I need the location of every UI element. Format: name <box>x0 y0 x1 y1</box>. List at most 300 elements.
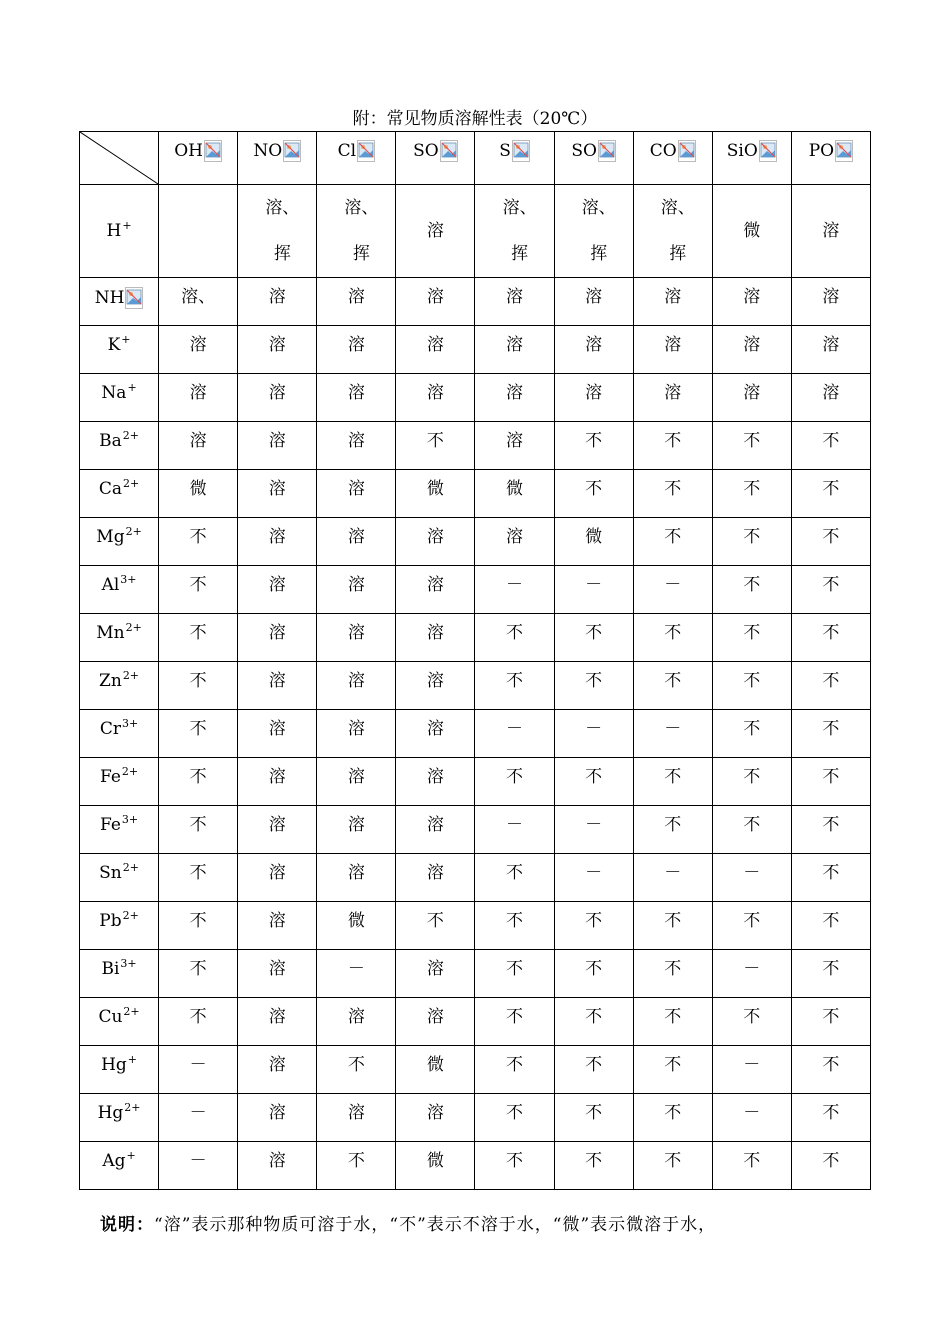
cation-label: Bi <box>101 959 120 979</box>
solubility-cell <box>475 662 554 710</box>
solubility-cell <box>554 662 633 710</box>
solubility-value: 不 <box>822 1103 840 1123</box>
cation-charge: 3+ <box>120 957 137 970</box>
solubility-cell <box>396 710 475 758</box>
solubility-cell <box>791 662 870 710</box>
solubility-value: 不 <box>189 1007 207 1027</box>
solubility-value: 不 <box>347 1055 365 1075</box>
solubility-cell <box>554 710 633 758</box>
cation-header <box>80 950 159 998</box>
solubility-value: 溶 <box>189 383 207 403</box>
solubility-value: 溶 <box>426 383 444 403</box>
solubility-cell <box>159 662 238 710</box>
solubility-cell <box>396 998 475 1046</box>
solubility-cell <box>475 566 554 614</box>
solubility-cell <box>159 1094 238 1142</box>
solubility-value: 溶 <box>347 719 365 739</box>
solubility-cell <box>396 326 475 374</box>
solubility-value: 溶、挥 <box>265 198 300 264</box>
solubility-cell <box>554 950 633 998</box>
cation-label: Sn <box>99 863 122 883</box>
solubility-cell <box>554 614 633 662</box>
solubility-value: － <box>664 863 682 883</box>
solubility-value: － <box>189 1151 207 1171</box>
solubility-cell <box>159 710 238 758</box>
cation-header <box>80 185 159 278</box>
anion-header <box>396 132 475 185</box>
solubility-cell <box>238 614 317 662</box>
solubility-cell <box>238 1142 317 1190</box>
solubility-value: 不 <box>189 527 207 547</box>
cation-charge: 3+ <box>121 813 139 826</box>
solubility-value: 溶、挥 <box>344 198 379 264</box>
solubility-value: 不 <box>506 863 524 883</box>
solubility-value: 溶 <box>822 221 840 241</box>
cation-label: Ca <box>98 479 123 499</box>
anion-label: Cl <box>337 141 357 161</box>
solubility-value: 溶 <box>347 335 365 355</box>
solubility-cell <box>317 1094 396 1142</box>
solubility-value: 不 <box>822 671 840 691</box>
solubility-cell <box>633 758 712 806</box>
cation-charge: 3+ <box>120 573 137 586</box>
solubility-cell <box>159 422 238 470</box>
cation-header <box>80 326 159 374</box>
solubility-value: 溶 <box>268 575 286 595</box>
solubility-value: 溶 <box>347 527 365 547</box>
solubility-cell <box>238 374 317 422</box>
solubility-value: 不 <box>664 479 682 499</box>
cation-header <box>80 374 159 422</box>
solubility-cell <box>633 374 712 422</box>
solubility-cell <box>396 185 475 278</box>
page-title: 附：常见物质溶解性表（20℃） <box>352 109 598 129</box>
solubility-cell <box>317 710 396 758</box>
solubility-value: 溶 <box>347 287 365 307</box>
solubility-cell <box>159 374 238 422</box>
cation-header <box>80 1142 159 1190</box>
solubility-value: 不 <box>664 767 682 787</box>
solubility-value: 溶 <box>189 431 207 451</box>
solubility-cell <box>475 422 554 470</box>
solubility-value: 溶 <box>426 221 444 241</box>
solubility-value: 不 <box>822 1055 840 1075</box>
solubility-cell <box>554 806 633 854</box>
solubility-value: － <box>506 815 524 835</box>
solubility-value: － <box>743 863 761 883</box>
solubility-cell <box>554 518 633 566</box>
solubility-value: 溶 <box>268 911 286 931</box>
solubility-cell <box>475 998 554 1046</box>
solubility-cell <box>554 470 633 518</box>
solubility-value: 溶 <box>822 335 840 355</box>
cation-charge: 2+ <box>124 1101 141 1114</box>
solubility-value: 溶 <box>347 1007 365 1027</box>
solubility-value: 不 <box>506 767 524 787</box>
solubility-value: 溶 <box>268 815 286 835</box>
solubility-cell <box>317 1046 396 1094</box>
cation-label: Ag <box>102 1151 126 1171</box>
solubility-value: 不 <box>506 959 524 979</box>
solubility-value: 不 <box>585 959 603 979</box>
solubility-value: 溶 <box>426 527 444 547</box>
solubility-value: 不 <box>743 527 761 547</box>
table-row <box>80 326 871 374</box>
solubility-value: 不 <box>585 1103 603 1123</box>
cation-charge: + <box>121 333 131 346</box>
cation-label: Hg <box>97 1103 124 1123</box>
solubility-value: 溶 <box>347 575 365 595</box>
solubility-cell <box>712 854 791 902</box>
solubility-value: 溶 <box>506 431 524 451</box>
solubility-cell <box>475 902 554 950</box>
anion-label: SiO <box>726 141 758 161</box>
broken-image-icon <box>759 140 777 160</box>
solubility-value: － <box>585 575 603 595</box>
solubility-cell <box>238 326 317 374</box>
solubility-cell <box>159 902 238 950</box>
solubility-value: 不 <box>426 431 444 451</box>
solubility-cell <box>554 422 633 470</box>
cation-charge: 2+ <box>125 621 142 634</box>
solubility-cell <box>238 806 317 854</box>
solubility-cell <box>633 998 712 1046</box>
note-text: “溶”表示那种物质可溶于水，“不”表示不溶于水，“微”表示微溶于水， <box>154 1215 717 1235</box>
solubility-cell <box>238 662 317 710</box>
table-row <box>80 1094 871 1142</box>
solubility-value: 溶、 <box>181 287 216 307</box>
solubility-value: － <box>743 1055 761 1075</box>
solubility-cell <box>238 278 317 326</box>
cation-charge: + <box>127 381 137 394</box>
broken-image-icon <box>512 140 530 160</box>
solubility-cell <box>554 758 633 806</box>
solubility-value: 不 <box>822 431 840 451</box>
solubility-value: 溶 <box>189 335 207 355</box>
solubility-value: 溶 <box>664 287 682 307</box>
solubility-cell <box>633 950 712 998</box>
solubility-cell <box>238 854 317 902</box>
table-row <box>80 278 871 326</box>
solubility-value: 不 <box>506 671 524 691</box>
cation-header <box>80 422 159 470</box>
table-row <box>80 614 871 662</box>
solubility-value: 溶 <box>822 287 840 307</box>
solubility-cell <box>396 902 475 950</box>
solubility-cell <box>712 662 791 710</box>
solubility-value: 不 <box>822 479 840 499</box>
cation-charge: + <box>122 219 132 232</box>
solubility-value: 微 <box>585 527 603 547</box>
solubility-cell <box>159 1046 238 1094</box>
solubility-cell <box>554 1094 633 1142</box>
table-row <box>80 854 871 902</box>
cation-label: Cr <box>99 719 121 739</box>
solubility-cell <box>791 422 870 470</box>
solubility-cell <box>475 1094 554 1142</box>
cation-header <box>80 854 159 902</box>
solubility-cell <box>475 278 554 326</box>
solubility-value: 溶 <box>426 623 444 643</box>
solubility-cell <box>317 662 396 710</box>
solubility-cell <box>475 806 554 854</box>
solubility-cell <box>238 470 317 518</box>
solubility-cell <box>791 518 870 566</box>
solubility-cell <box>475 614 554 662</box>
cation-header <box>80 614 159 662</box>
solubility-value: 不 <box>585 1151 603 1171</box>
table-row <box>80 566 871 614</box>
solubility-value: 溶 <box>506 287 524 307</box>
cation-header <box>80 1046 159 1094</box>
solubility-value: 溶 <box>347 383 365 403</box>
cation-label: Fe <box>99 815 121 835</box>
solubility-value: 溶 <box>426 719 444 739</box>
solubility-value: 溶 <box>268 959 286 979</box>
solubility-value: 微 <box>189 479 207 499</box>
solubility-cell <box>554 326 633 374</box>
cation-charge: 2+ <box>122 861 139 874</box>
solubility-value: 不 <box>664 623 682 643</box>
solubility-value: 溶 <box>268 719 286 739</box>
table-row <box>80 374 871 422</box>
table-row <box>80 185 871 278</box>
note <box>100 1210 880 1235</box>
solubility-cell <box>712 758 791 806</box>
solubility-cell <box>159 185 238 278</box>
anion-header <box>712 132 791 185</box>
solubility-value: 不 <box>585 1055 603 1075</box>
solubility-value: 不 <box>743 431 761 451</box>
solubility-cell <box>238 998 317 1046</box>
cation-header <box>80 806 159 854</box>
solubility-value: 微 <box>426 1055 444 1075</box>
table-row <box>80 950 871 998</box>
solubility-value: 不 <box>822 623 840 643</box>
solubility-value: 溶 <box>268 1055 286 1075</box>
anion-label: SO <box>413 141 439 161</box>
solubility-cell <box>554 1046 633 1094</box>
solubility-cell <box>633 1046 712 1094</box>
solubility-cell <box>396 374 475 422</box>
solubility-cell <box>633 566 712 614</box>
solubility-cell <box>475 326 554 374</box>
anion-label: NO <box>253 141 283 161</box>
solubility-cell <box>712 614 791 662</box>
solubility-value: 溶 <box>664 383 682 403</box>
solubility-cell <box>712 185 791 278</box>
broken-image-icon <box>204 140 222 160</box>
solubility-value: 不 <box>822 1007 840 1027</box>
solubility-cell <box>238 758 317 806</box>
cation-header <box>80 518 159 566</box>
solubility-cell <box>317 806 396 854</box>
solubility-cell <box>159 614 238 662</box>
solubility-value: 溶 <box>268 1151 286 1171</box>
solubility-cell <box>554 1142 633 1190</box>
solubility-value: 不 <box>585 479 603 499</box>
solubility-value: － <box>664 719 682 739</box>
cation-header <box>80 758 159 806</box>
solubility-cell <box>159 998 238 1046</box>
solubility-value: 溶 <box>268 1007 286 1027</box>
solubility-cell <box>554 998 633 1046</box>
solubility-cell <box>159 326 238 374</box>
table-row <box>80 1142 871 1190</box>
solubility-value: 不 <box>664 959 682 979</box>
solubility-cell <box>791 470 870 518</box>
solubility-value: 不 <box>664 815 682 835</box>
solubility-value: 不 <box>743 815 761 835</box>
solubility-cell <box>712 278 791 326</box>
cation-label: Ba <box>99 431 122 451</box>
solubility-cell <box>554 566 633 614</box>
solubility-cell <box>396 518 475 566</box>
table-row <box>80 518 871 566</box>
solubility-value: 不 <box>822 815 840 835</box>
solubility-cell <box>396 806 475 854</box>
solubility-cell <box>712 470 791 518</box>
solubility-cell <box>475 758 554 806</box>
solubility-cell <box>475 950 554 998</box>
cation-label: Zn <box>99 671 122 691</box>
solubility-value: 溶 <box>585 287 603 307</box>
solubility-cell <box>712 1094 791 1142</box>
solubility-value: 不 <box>506 623 524 643</box>
solubility-value: 溶 <box>268 623 286 643</box>
solubility-value: 不 <box>506 1007 524 1027</box>
solubility-value: 不 <box>743 1007 761 1027</box>
solubility-cell <box>712 518 791 566</box>
solubility-cell <box>712 710 791 758</box>
solubility-value: 溶、挥 <box>660 198 695 264</box>
solubility-value: － <box>743 1103 761 1123</box>
solubility-value: 不 <box>743 575 761 595</box>
solubility-value: 溶 <box>268 335 286 355</box>
solubility-cell <box>159 854 238 902</box>
solubility-value: 不 <box>189 767 207 787</box>
solubility-cell <box>633 902 712 950</box>
solubility-value: 溶 <box>426 287 444 307</box>
solubility-cell <box>791 902 870 950</box>
solubility-cell <box>238 710 317 758</box>
solubility-value: － <box>664 575 682 595</box>
solubility-cell <box>238 1046 317 1094</box>
cation-header <box>80 470 159 518</box>
solubility-value: 微 <box>426 479 444 499</box>
solubility-cell <box>712 806 791 854</box>
cation-charge: 2+ <box>122 669 140 682</box>
solubility-value: 溶 <box>426 767 444 787</box>
solubility-cell <box>159 758 238 806</box>
solubility-value: 溶 <box>743 383 761 403</box>
table-row <box>80 806 871 854</box>
solubility-cell <box>633 806 712 854</box>
solubility-cell <box>633 1094 712 1142</box>
solubility-value: 不 <box>743 479 761 499</box>
cation-charge: 2+ <box>125 525 142 538</box>
broken-image-icon <box>125 287 143 307</box>
solubility-value: 不 <box>347 1151 365 1171</box>
solubility-value: 溶 <box>426 815 444 835</box>
solubility-cell <box>159 278 238 326</box>
anion-header <box>238 132 317 185</box>
solubility-cell <box>159 566 238 614</box>
solubility-value: 不 <box>822 959 840 979</box>
solubility-value: 溶 <box>347 431 365 451</box>
solubility-cell <box>396 1094 475 1142</box>
anion-header <box>159 132 238 185</box>
solubility-cell <box>712 326 791 374</box>
solubility-value: 溶 <box>506 383 524 403</box>
cation-label: Al <box>101 575 120 595</box>
solubility-cell <box>317 758 396 806</box>
solubility-cell <box>712 950 791 998</box>
solubility-value: 不 <box>585 767 603 787</box>
solubility-cell <box>396 1142 475 1190</box>
solubility-value: 不 <box>506 1103 524 1123</box>
solubility-value: 溶 <box>347 623 365 643</box>
solubility-cell <box>317 566 396 614</box>
solubility-value: 溶 <box>426 959 444 979</box>
table-row <box>80 1046 871 1094</box>
cation-charge: 2+ <box>123 1005 140 1018</box>
solubility-cell <box>791 185 870 278</box>
solubility-value: － <box>585 863 603 883</box>
solubility-value: 不 <box>822 767 840 787</box>
cation-label: Cu <box>98 1007 123 1027</box>
solubility-value: 微 <box>347 911 365 931</box>
solubility-cell <box>317 902 396 950</box>
solubility-value: 不 <box>743 1151 761 1171</box>
solubility-cell <box>317 950 396 998</box>
solubility-cell <box>712 998 791 1046</box>
cation-label: Fe <box>99 767 121 787</box>
cation-charge: + <box>127 1053 138 1066</box>
solubility-cell <box>633 662 712 710</box>
solubility-value: 不 <box>189 623 207 643</box>
solubility-cell <box>475 710 554 758</box>
solubility-value: 不 <box>664 671 682 691</box>
solubility-value: 不 <box>822 575 840 595</box>
solubility-value: 溶 <box>426 1103 444 1123</box>
solubility-cell <box>396 1046 475 1094</box>
solubility-cell <box>791 950 870 998</box>
solubility-value: 微 <box>506 479 524 499</box>
solubility-value: 不 <box>585 623 603 643</box>
solubility-cell <box>791 998 870 1046</box>
solubility-cell <box>712 902 791 950</box>
solubility-cell <box>712 1046 791 1094</box>
solubility-value: 溶 <box>585 383 603 403</box>
solubility-value: 溶 <box>743 335 761 355</box>
cation-charge: 2+ <box>121 765 139 778</box>
solubility-value: 溶 <box>743 287 761 307</box>
cation-charge: 3+ <box>122 717 139 730</box>
solubility-cell <box>396 278 475 326</box>
solubility-cell <box>317 278 396 326</box>
corner-cell <box>80 132 159 185</box>
solubility-cell <box>396 758 475 806</box>
solubility-value: 溶 <box>268 287 286 307</box>
solubility-value: 不 <box>822 1151 840 1171</box>
cation-header <box>80 902 159 950</box>
solubility-cell <box>317 326 396 374</box>
table-row <box>80 710 871 758</box>
table-row <box>80 998 871 1046</box>
cation-header <box>80 710 159 758</box>
solubility-cell <box>475 518 554 566</box>
